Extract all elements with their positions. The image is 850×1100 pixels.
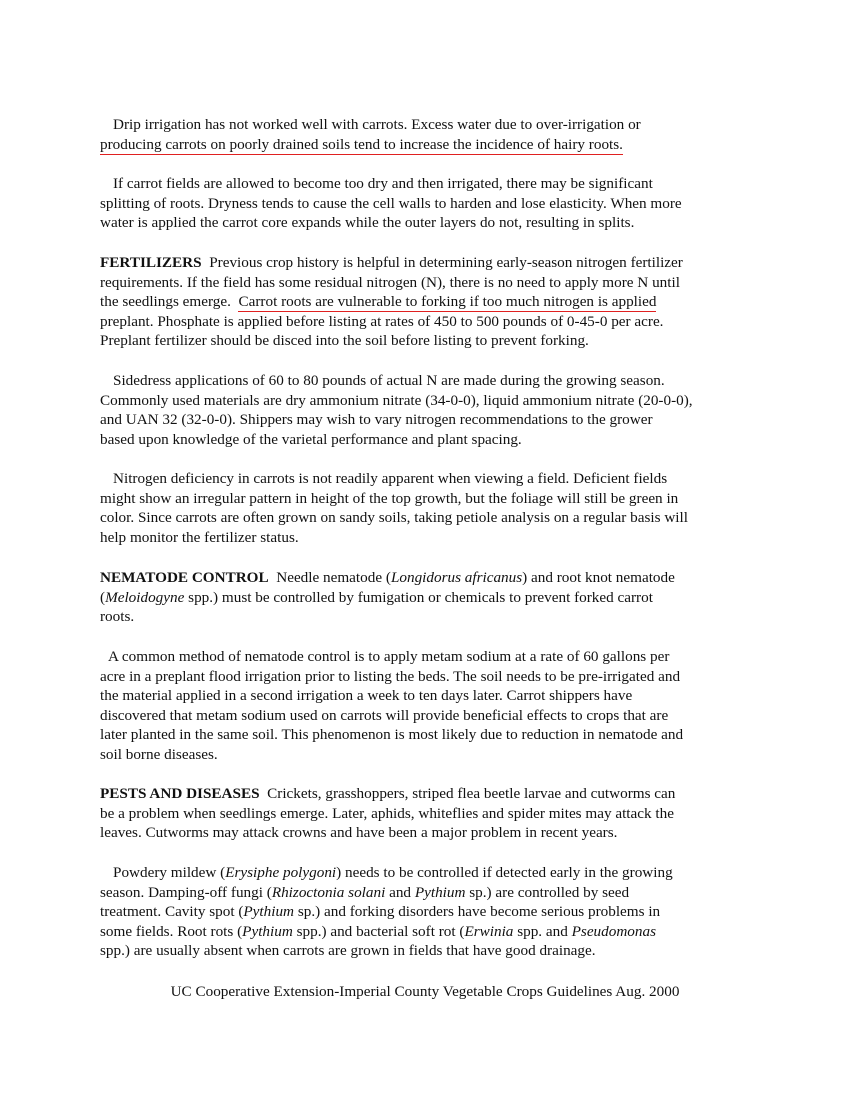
text-line: Nitrogen deficiency in carrots is not readily apparent when viewing a field. Deficient fields: [113, 470, 668, 487]
species-name: Longidorus africanus: [390, 569, 523, 586]
species-name: Erwinia: [464, 922, 514, 940]
underlined-text: Carrot roots are vulnerable to forking if too much nitrogen is applied: [238, 293, 657, 311]
text-line: Sidedress applications of 60 to 80 pounds of actual N are made during the growing season.: [113, 372, 665, 389]
text-line: splitting of roots. Dryness tends to cause the cell walls to harden and lose elasticity. When more: [100, 194, 682, 212]
text-line: [100, 883, 760, 903]
paragraph-fertilizers: [100, 253, 760, 351]
underlined-text: producing carrots on poorly drained soils tend to increase the incidence of hairy roots.: [100, 135, 623, 153]
text-line: soil borne diseases.: [100, 745, 218, 763]
paragraph-powdery-mildew: [100, 863, 760, 961]
text-segment: spp.) must be controlled by fumigation or chemicals to prevent forked carrot: [184, 588, 653, 606]
paragraph-nitrogen-deficiency: [100, 469, 760, 547]
text-line: [100, 863, 760, 883]
text-line: help monitor the fertilizer status.: [100, 528, 299, 546]
species-name: Pseudomonas: [571, 922, 656, 940]
page-footer: UC Cooperative Extension-Imperial County Vegetable Crops Guidelines Aug. 2000: [170, 983, 680, 1000]
text-segment: the seedlings emerge.: [100, 293, 231, 311]
text-line: If carrot fields are allowed to become too dry and then irrigated, there may be significant: [113, 175, 653, 192]
section-heading-nematode-control: NEMATODE CONTROL: [100, 569, 269, 586]
text-line: requirements. If the field has some residual nitrogen (N), there is no need to apply more N until: [100, 273, 680, 291]
text-segment: sp.) are controlled by seed: [465, 883, 630, 901]
section-heading-pests-and-diseases: PESTS AND DISEASES: [100, 785, 260, 802]
text-segment: sp.) and forking disorders have become serious problems in: [294, 903, 661, 921]
species-name: Pythium: [243, 903, 295, 921]
paragraph-pests-and-diseases: [100, 784, 760, 843]
text-line: leaves. Cutworms may attack crowns and have been a major problem in recent years.: [100, 824, 618, 842]
text-line: [100, 588, 760, 608]
paragraph-dry-fields: [100, 174, 760, 233]
text-line: [100, 922, 760, 942]
text-segment: spp. and: [513, 922, 572, 940]
paragraph-nematode-control: [100, 568, 760, 627]
text-segment: treatment. Cavity spot (: [100, 903, 244, 921]
text-line: spp.) are usually absent when carrots are grown in fields that have good drainage.: [100, 942, 596, 960]
paragraph-drip-irrigation: [100, 115, 760, 154]
text-line: color. Since carrots are often grown on sandy soils, taking petiole analysis on a regular basis will: [100, 509, 688, 527]
text-segment: Needle nematode (: [276, 569, 391, 586]
text-segment: Previous crop history is helpful in determining early-season nitrogen fertilizer: [209, 254, 683, 271]
text-line: [100, 902, 760, 922]
text-line: discovered that metam sodium used on carrots will provide beneficial effects to crops that are: [100, 706, 669, 724]
text-line: [100, 135, 760, 155]
text-line: and UAN 32 (32-0-0). Shippers may wish to vary nitrogen recommendations to the grower: [100, 411, 653, 429]
text-line: preplant. Phosphate is applied before listing at rates of 450 to 500 pounds of 0-45-0 per acre.: [100, 312, 664, 330]
text-segment: Powdery mildew (: [113, 864, 226, 881]
section-heading-fertilizers: FERTILIZERS: [100, 254, 202, 271]
text-segment: spp.) and bacterial soft rot (: [292, 922, 465, 940]
species-name: Pythium: [414, 883, 466, 901]
text-segment: and: [385, 883, 415, 901]
text-segment: ) needs to be controlled if detected early in the growing: [336, 864, 673, 881]
text-line: acre in a preplant flood irrigation prior to listing the beds. The soil needs to be pre-irrigated and: [100, 667, 681, 685]
text-line: based upon knowledge of the varietal performance and plant spacing.: [100, 430, 522, 448]
text-line: might show an irregular pattern in height of the top growth, but the foliage will still be green in: [100, 489, 679, 507]
text-line: [100, 253, 760, 273]
text-line: later planted in the same soil. This phenomenon is most likely due to reduction in nematode and: [100, 726, 684, 744]
species-name: Pythium: [242, 922, 293, 940]
paragraph-metam-sodium: [100, 647, 760, 765]
text-line: water is applied the carrot core expands while the outer layers do not, resulting in splits.: [100, 214, 635, 232]
text-line: roots.: [100, 608, 135, 626]
text-segment: Crickets, grasshoppers, striped flea beetle larvae and cutworms can: [267, 785, 676, 802]
text-line: A common method of nematode control is to apply metam sodium at a rate of 60 gallons per: [108, 648, 670, 665]
text-line: Preplant fertilizer should be disced into the soil before listing to prevent forking.: [100, 332, 589, 350]
text-line: [100, 292, 760, 312]
text-line: be a problem when seedlings emerge. Later, aphids, whiteflies and spider mites may attack the: [100, 804, 674, 822]
text-segment: (: [100, 588, 106, 606]
paragraph-sidedress: [100, 371, 760, 449]
species-name: Rhizoctonia solani: [271, 883, 386, 901]
text-segment: some fields. Root rots (: [100, 922, 243, 940]
text-line: [100, 568, 760, 588]
text-line: Drip irrigation has not worked well with carrots. Excess water due to over-irrigation or: [113, 116, 641, 133]
text-line: Commonly used materials are dry ammonium nitrate (34-0-0), liquid ammonium nitrate (20-0-0),: [100, 391, 693, 409]
species-name: Erysiphe polygoni: [225, 864, 337, 881]
text-line: [100, 784, 760, 804]
text-segment: season. Damping-off fungi (: [100, 883, 272, 901]
text-line: the material applied in a second irrigation a week to ten days later. Carrot shippers have: [100, 687, 633, 705]
species-name: Meloidogyne: [105, 588, 185, 606]
text-segment: ) and root knot nematode: [522, 569, 675, 586]
